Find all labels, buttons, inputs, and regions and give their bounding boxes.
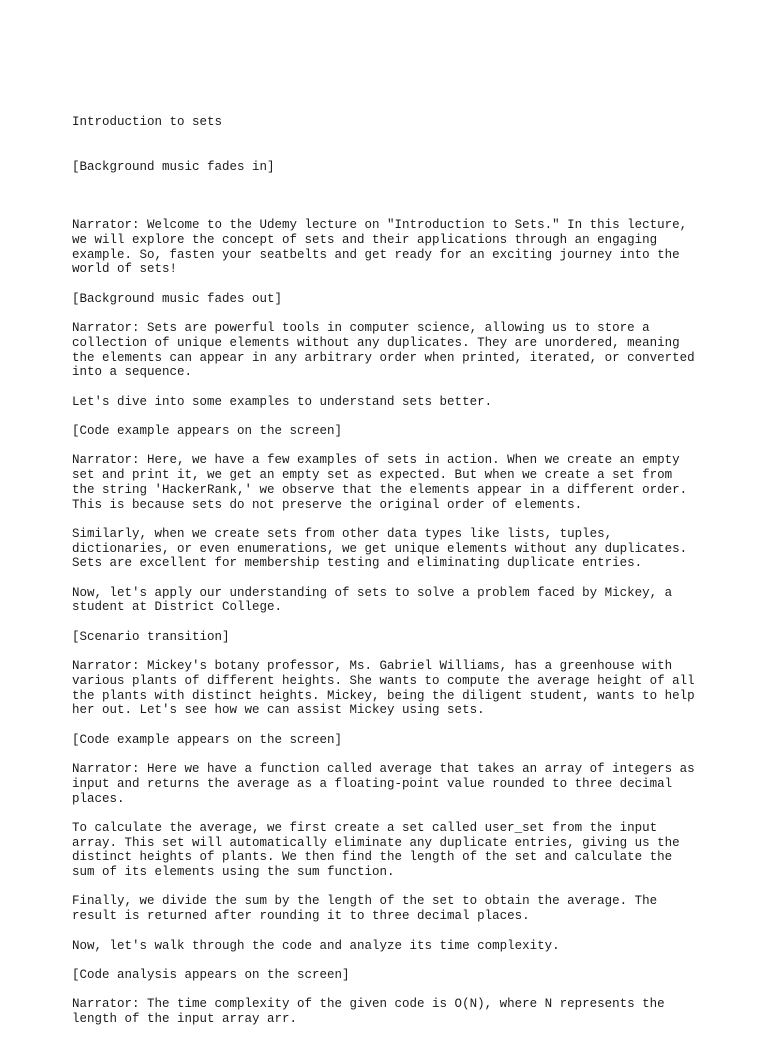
stage-cue: [Background music fades in] bbox=[72, 159, 275, 174]
paragraph-line: places. bbox=[72, 791, 125, 806]
paragraph-line: Narrator: Welcome to the Udemy lecture on "Introduction to Sets." In this lecture, bbox=[72, 218, 688, 233]
paragraph-line: length of the input array arr. bbox=[72, 1012, 298, 1027]
paragraph-line: set and print it, we get an empty set as expected. But when we create a set from bbox=[72, 468, 673, 483]
paragraph-line: input and returns the average as a floating-point value rounded to three decimal bbox=[72, 776, 673, 791]
paragraph-line: various plants of different heights. She wants to compute the average height of all bbox=[72, 673, 695, 688]
paragraph-line: result is returned after rounding it to three decimal places. bbox=[72, 909, 530, 924]
paragraph-line: we will explore the concept of sets and their applications through an engaging bbox=[72, 233, 658, 248]
title-block bbox=[72, 86, 712, 204]
transcript-paragraph bbox=[72, 733, 712, 748]
paragraph-line: Now, let's walk through the code and analyze its time complexity. bbox=[72, 938, 560, 953]
transcript-paragraph bbox=[72, 395, 712, 410]
paragraph-line: Narrator: Sets are powerful tools in computer science, allowing us to store a bbox=[72, 321, 650, 336]
transcript-paragraph bbox=[72, 968, 712, 983]
transcript-paragraph bbox=[72, 321, 712, 380]
paragraph-line: the plants with distinct heights. Mickey, being the diligent student, wants to help bbox=[72, 688, 695, 703]
transcript-paragraph bbox=[72, 659, 712, 718]
paragraph-line: example. So, fasten your seatbelts and get ready for an exciting journey into the bbox=[72, 247, 680, 262]
paragraph-line: Finally, we divide the sum by the length of the set to obtain the average. The bbox=[72, 894, 658, 909]
transcript-paragraph bbox=[72, 630, 712, 645]
paragraph-line: This is because sets do not preserve the original order of elements. bbox=[72, 497, 583, 512]
document-title: Introduction to sets bbox=[72, 115, 223, 130]
paragraph-line: Narrator: Here we have a function called average that takes an array of integers as bbox=[72, 762, 695, 777]
paragraph-line: into a sequence. bbox=[72, 365, 193, 380]
transcript-paragraph bbox=[72, 527, 712, 571]
paragraph-line: array. This set will automatically eliminate any duplicate entries, giving us the bbox=[72, 835, 680, 850]
paragraph-line: Now, let's apply our understanding of sets to solve a problem faced by Mickey, a bbox=[72, 585, 673, 600]
paragraph-line: [Scenario transition] bbox=[72, 629, 230, 644]
transcript-body bbox=[72, 218, 712, 1026]
paragraph-line: Similarly, when we create sets from other data types like lists, tuples, bbox=[72, 526, 613, 541]
paragraph-line: Narrator: Mickey's botany professor, Ms. Gabriel Williams, has a greenhouse with bbox=[72, 659, 673, 674]
paragraph-line: distinct heights of plants. We then find the length of the set and calculate the bbox=[72, 850, 673, 865]
paragraph-line: the elements can appear in any arbitrary order when printed, iterated, or converted bbox=[72, 350, 695, 365]
paragraph-line: the string 'HackerRank,' we observe that the elements appear in a different order. bbox=[72, 482, 688, 497]
paragraph-line: Narrator: Here, we have a few examples of sets in action. When we create an empty bbox=[72, 453, 680, 468]
transcript-paragraph bbox=[72, 821, 712, 880]
paragraph-line: sum of its elements using the sum function. bbox=[72, 865, 395, 880]
transcript-paragraph bbox=[72, 453, 712, 512]
paragraph-line: her out. Let's see how we can assist Mickey using sets. bbox=[72, 703, 485, 718]
transcript-paragraph bbox=[72, 424, 712, 439]
transcript-paragraph bbox=[72, 762, 712, 806]
paragraph-line: Let's dive into some examples to understand sets better. bbox=[72, 394, 493, 409]
paragraph-line: [Code example appears on the screen] bbox=[72, 732, 343, 747]
transcript-paragraph bbox=[72, 218, 712, 277]
transcript-paragraph bbox=[72, 894, 712, 923]
transcript-paragraph bbox=[72, 586, 712, 615]
paragraph-line: [Code example appears on the screen] bbox=[72, 424, 343, 439]
paragraph-line: world of sets! bbox=[72, 262, 178, 277]
transcript-paragraph bbox=[72, 292, 712, 307]
paragraph-line: Sets are excellent for membership testing and eliminating duplicate entries. bbox=[72, 556, 643, 571]
paragraph-line: collection of unique elements without any duplicates. They are unordered, meaning bbox=[72, 335, 680, 350]
paragraph-line: Narrator: The time complexity of the given code is O(N), where N represents the bbox=[72, 997, 665, 1012]
paragraph-line: student at District College. bbox=[72, 600, 283, 615]
document-page bbox=[72, 86, 712, 1041]
paragraph-line: [Code analysis appears on the screen] bbox=[72, 967, 350, 982]
paragraph-line: [Background music fades out] bbox=[72, 291, 283, 306]
transcript-paragraph bbox=[72, 939, 712, 954]
paragraph-line: dictionaries, or even enumerations, we get unique elements without any duplicates. bbox=[72, 541, 688, 556]
paragraph-line: To calculate the average, we first create a set called user_set from the input bbox=[72, 820, 658, 835]
transcript-paragraph bbox=[72, 997, 712, 1026]
